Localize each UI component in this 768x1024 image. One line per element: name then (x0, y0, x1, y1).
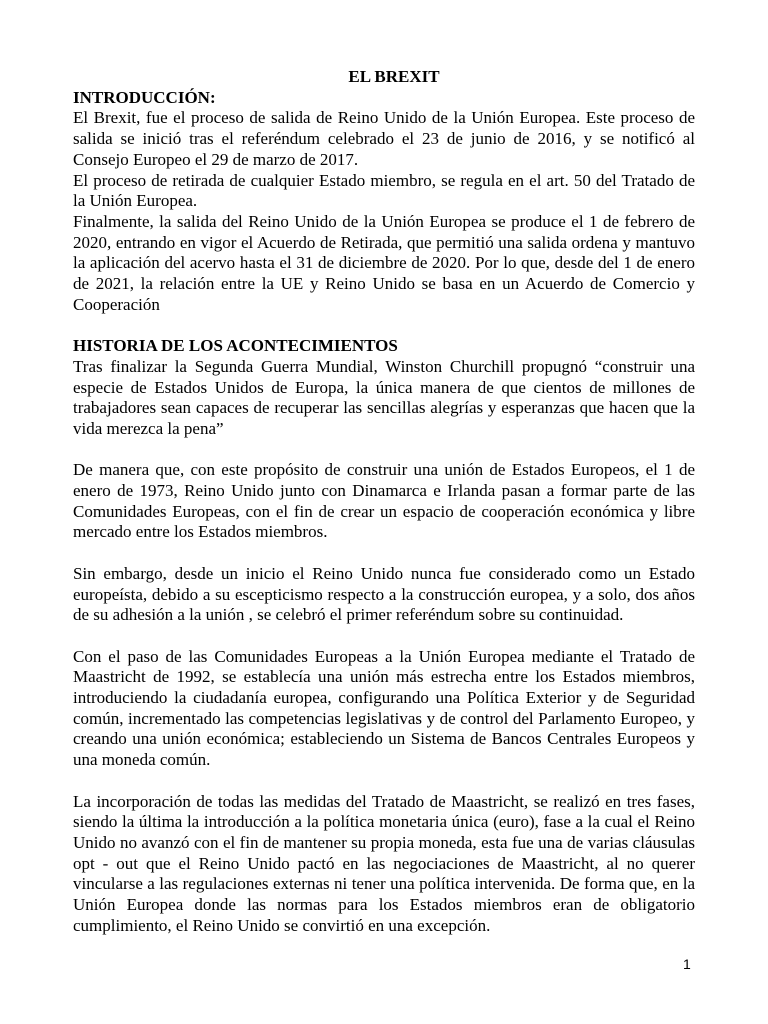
document-body (73, 67, 695, 936)
spacer (73, 315, 695, 336)
history-paragraph-5: La incorporación de todas las medidas del Tratado de Maastricht, se realizó en tres fases, siendo la última la introducción a la política monetaria única (euro), fase a la cual el Reino Unido no avanzó con el fin de mantener su propia moneda, esta fue una de varias cláusulas opt - out que el Reino Unido pactó en las negociaciones de Maastricht, al no querer vincularse a las regulaciones externas ni tener una política intervenida. De forma que, en la Unión Europea donde las normas para los Estados miembros eran de obligatorio cumplimiento, el Reino Unido se convirtió en una excepción. (73, 791, 695, 935)
page-number: 1 (683, 956, 691, 972)
spacer (73, 440, 695, 461)
document-title: EL BREXIT (348, 67, 440, 86)
spacer (73, 543, 695, 564)
history-paragraph-1: Tras finalizar la Segunda Guerra Mundial, Winston Churchill propugnó “construir una especie de Estados Unidos de Europa, la única manera de que cientos de millones de trabajadores sean capaces de recuperar las sencillas alegrías y esperanzas que hacen que la vida merezca la pena” (73, 356, 695, 438)
intro-paragraph-2: El proceso de retirada de cualquier Estado miembro, se regula en el art. 50 del Tratado de la Unión Europea. (73, 170, 695, 211)
spacer (73, 626, 695, 647)
history-paragraph-4: Con el paso de las Comunidades Europeas a la Unión Europea mediante el Tratado de Maastricht de 1992, se establecía una unión más estrecha entre los Estados miembros, introduciendo la ciudadanía europea, configurando una Política Exterior y de Seguridad común, incrementado las competencias legislativas y de control del Parlamento Europeo, y creando una unión económica; estableciendo un Sistema de Bancos Centrales Europeos y una moneda común. (73, 646, 695, 770)
intro-paragraph-1: El Brexit, fue el proceso de salida de Reino Unido de la Unión Europea. Este proceso de salida se inició tras el referéndum celebrado el 23 de junio de 2016, y se notificó al Consejo Europeo el 29 de marzo de 2017. (73, 108, 695, 169)
history-paragraph-2: De manera que, con este propósito de construir una unión de Estados Europeos, el 1 de enero de 1973, Reino Unido junto con Dinamarca e Irlanda pasan a formar parte de las Comunidades Europeas, con el fin de crear un espacio de cooperación económica y libre mercado entre los Estados miembros. (73, 460, 695, 542)
spacer (73, 771, 695, 792)
intro-paragraph-3: Finalmente, la salida del Reino Unido de la Unión Europea se produce el 1 de febrero de 2020, entrando en vigor el Acuerdo de Retirada, que permitió una salida ordena y mantuvo la aplicación del acervo hasta el 31 de diciembre de 2020. Por lo que, desde del 1 de enero de 2021, la relación entre la UE y Reino Unido se basa en un Acuerdo de Comercio y Cooperación (73, 211, 695, 314)
section-heading-historia: HISTORIA DE LOS ACONTECIMIENTOS (73, 336, 398, 356)
section-heading-introduccion: INTRODUCCIÓN: (73, 87, 216, 107)
history-paragraph-3: Sin embargo, desde un inicio el Reino Unido nunca fue considerado como un Estado europeísta, debido a su escepticismo respecto a la construcción europea, y a solo, dos años de su adhesión a la unión , se celebró el primer referéndum sobre su continuidad. (73, 563, 695, 625)
